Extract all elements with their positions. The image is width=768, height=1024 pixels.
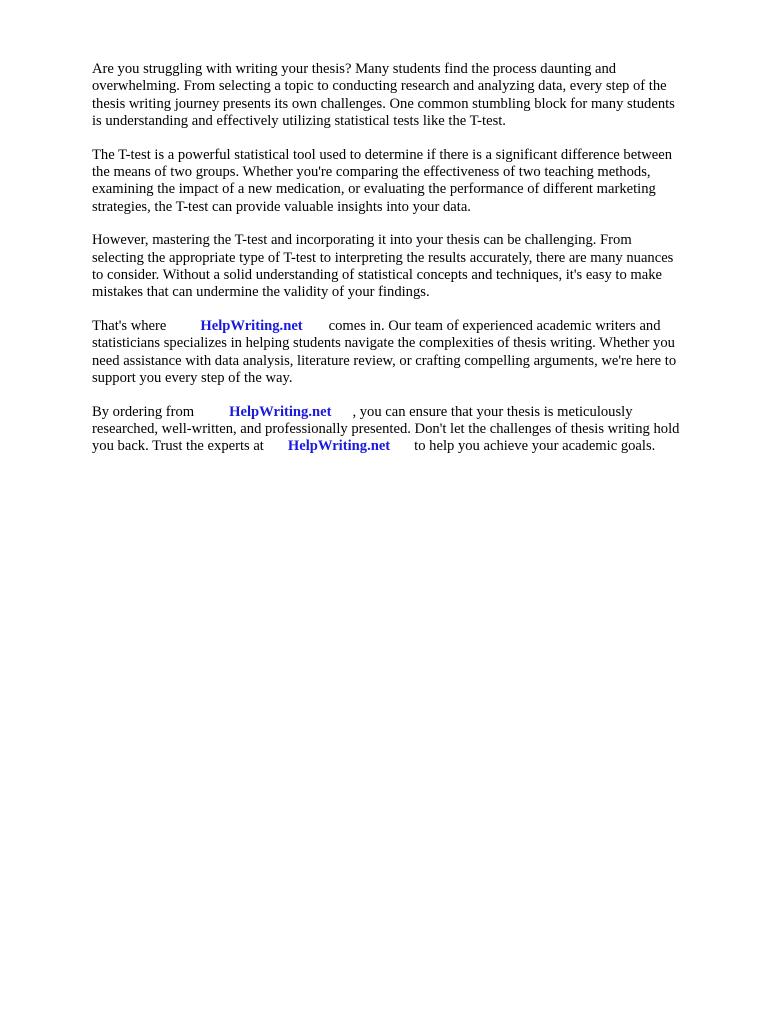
text-segment: to help you achieve your academic goals.: [414, 438, 656, 455]
text-line: The T-test is a powerful statistical tool used to determine if there is a significant difference between: [92, 146, 673, 163]
text-line: examining the impact of a new medication, or evaluating the performance of different marketing: [92, 181, 656, 198]
paragraph-ttest: [92, 147, 722, 217]
text-line: mistakes that can undermine the validity of your findings.: [92, 284, 430, 301]
text-line: thesis writing journey presents its own challenges. One common stumbling block for many students: [92, 95, 675, 112]
text-line: researched, well-written, and professionally presented. Don't let the challenges of thesis writing hold: [92, 420, 680, 437]
text-line: support you every step of the way.: [92, 370, 293, 387]
text-line: need assistance with data analysis, literature review, or crafting compelling arguments, we're here to: [92, 352, 677, 369]
text-line: strategies, the T-test can provide valuable insights into your data.: [92, 198, 471, 215]
text-segment: comes in. Our team of experienced academic writers and: [328, 317, 661, 334]
helpwriting-link[interactable]: HelpWriting.net: [200, 317, 303, 334]
text-segment: By ordering from: [92, 403, 195, 420]
helpwriting-link[interactable]: HelpWriting.net: [229, 403, 332, 420]
text-line: [92, 404, 722, 421]
text-line: overwhelming. From selecting a topic to conducting research and analyzing data, every step of the: [92, 78, 667, 95]
text-line: [92, 438, 722, 455]
text-segment: you back. Trust the experts at: [92, 438, 264, 455]
text-line: selecting the appropriate type of T-test to interpreting the results accurately, there are many nuances: [92, 249, 674, 266]
text-line: statisticians specializes in helping students navigate the complexities of thesis writing. Whether you: [92, 335, 675, 352]
text-line: Are you struggling with writing your thesis? Many students find the process daunting and: [92, 61, 617, 77]
text-segment: That's where: [92, 317, 167, 334]
paragraph-helpwriting: [92, 318, 722, 388]
paragraph-intro: [92, 61, 722, 131]
helpwriting-link[interactable]: HelpWriting.net: [287, 438, 391, 455]
text-line: the means of two groups. Whether you're comparing the effectiveness of two teaching methods,: [92, 164, 651, 181]
text-line: to consider. Without a solid understanding of statistical concepts and techniques, it's easy to make: [92, 267, 662, 284]
text-line: [92, 318, 722, 335]
paragraph-challenges: [92, 232, 722, 302]
text-line: is understanding and effectively utilizing statistical tests like the T-test.: [92, 113, 506, 130]
text-line: However, mastering the T-test and incorporating it into your thesis can be challenging. From: [92, 232, 632, 249]
text-segment: , you can ensure that your thesis is meticulously: [352, 403, 633, 420]
paragraph-ordering: [92, 404, 722, 456]
document-body: [92, 61, 722, 472]
